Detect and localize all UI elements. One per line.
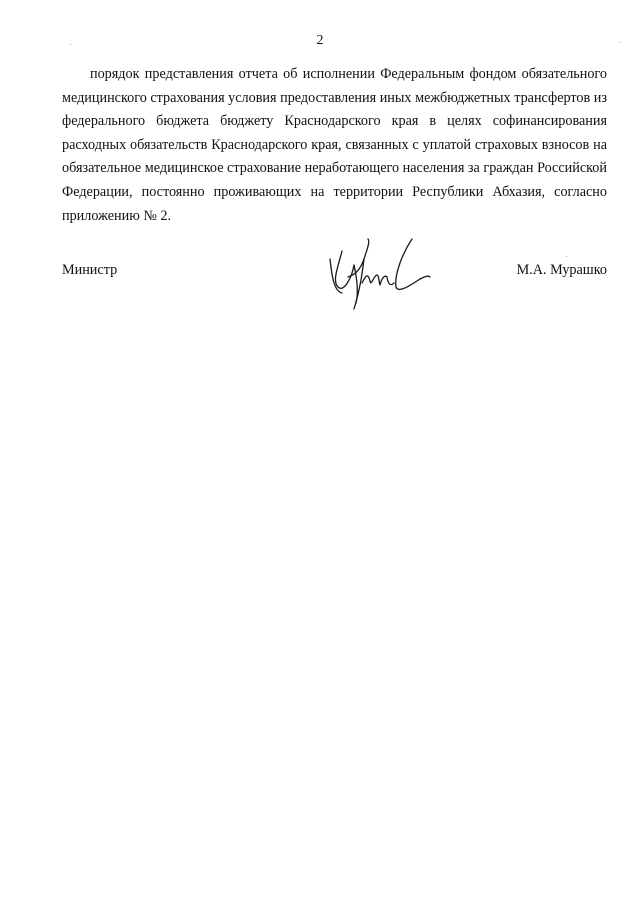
page-number: 2 bbox=[316, 33, 324, 48]
signature-block bbox=[62, 245, 607, 325]
scan-speck bbox=[620, 42, 621, 43]
body-paragraph: порядок представления отчета об исполнении Федеральным фондом обязательного медицинского страхования условия предоставления иных межбюджетных трансфертов из федерального бюджета бюджету Краснодарского края в целях софинансирования расходных обязательств Краснодарского края, связанных с уплатой страховых взносов на обязательное медицинское страхование неработающего населения за граждан Российской Федерации, постоянно проживающих на территории Республики Абхазия, согласно приложению № 2. bbox=[62, 66, 607, 224]
handwritten-signature bbox=[324, 237, 434, 317]
signatory-name: М.А. Мурашко bbox=[516, 262, 607, 278]
signatory-position: Министр bbox=[62, 262, 118, 278]
scan-speck bbox=[566, 256, 567, 257]
scan-speck bbox=[70, 44, 71, 45]
